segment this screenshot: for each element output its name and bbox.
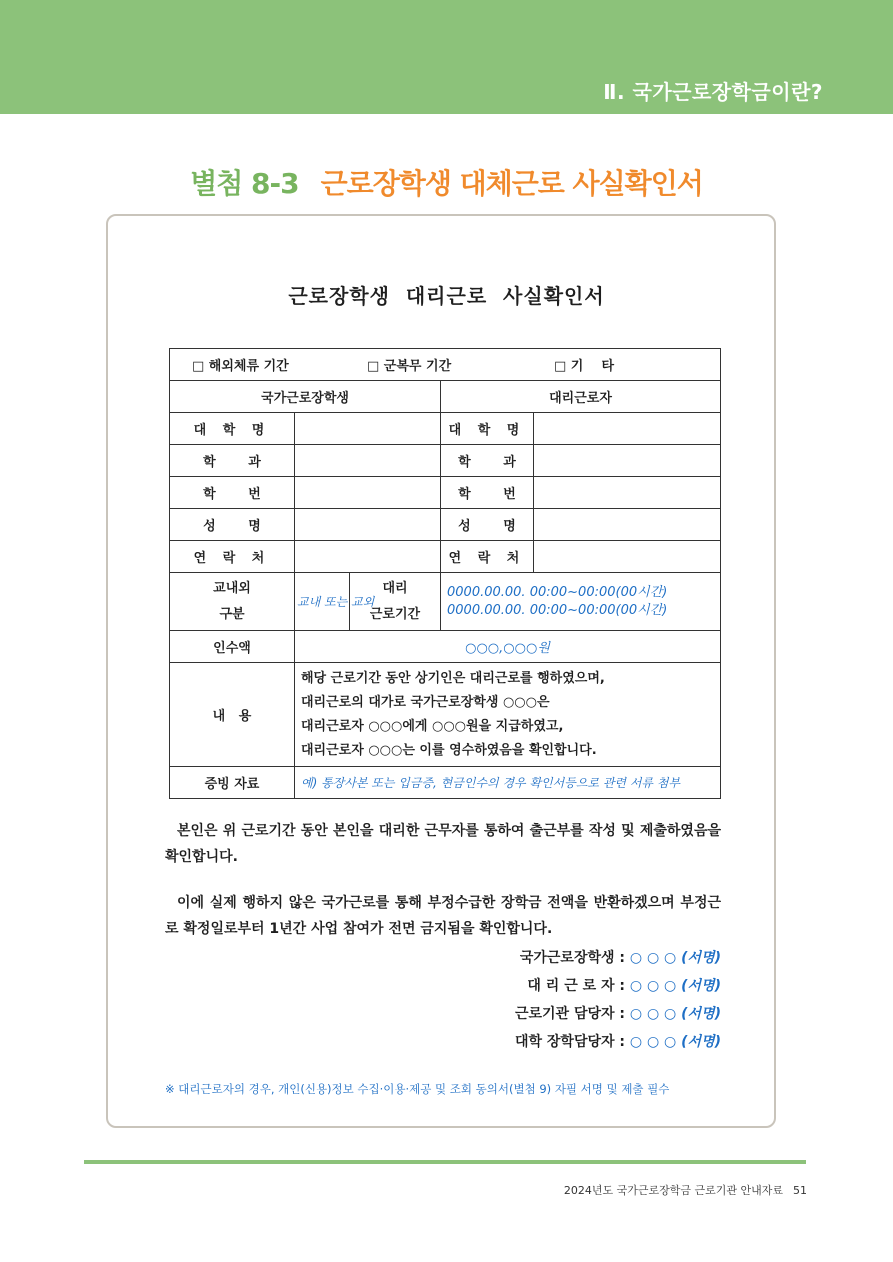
appendix-main-title: 근로장학생 대체근로 사실확인서 — [320, 167, 703, 200]
evidence-value[interactable]: 예) 통장사본 또는 입금증, 현금인수의 경우 확인서등으로 관련 서류 첨부 — [295, 767, 721, 799]
signature-value[interactable]: ○ ○ ○ (서명) — [629, 1034, 721, 1050]
header-band — [0, 0, 893, 114]
checkbox-military[interactable]: □ 군복무 기간 — [367, 359, 452, 374]
campus-type-value[interactable]: 교내 또는 교외 — [295, 573, 350, 631]
checkbox-other[interactable]: □ 기 타 — [554, 359, 615, 374]
column-header-student: 국가근로장학생 — [170, 381, 441, 413]
signature-label: 대 리 근 로 자 : — [527, 978, 625, 994]
row-label-department: 학 과 — [441, 445, 534, 477]
signature-value[interactable]: ○ ○ ○ (서명) — [629, 950, 721, 966]
signature-row — [515, 972, 721, 1000]
substitute-contact-field[interactable] — [534, 541, 721, 573]
signature-label: 대학 장학담당자 : — [514, 1034, 625, 1050]
student-name-field[interactable] — [295, 509, 441, 541]
signature-value[interactable]: ○ ○ ○ (서명) — [629, 1006, 721, 1022]
footnote: ※ 대리근로자의 경우, 개인(신용)정보 수집·이용·제공 및 조회 동의서(별첨 9) 자필 서명 및 제출 필수 — [165, 1082, 670, 1096]
section-title: Ⅱ. 국가근로장학금이란? — [603, 80, 823, 104]
signature-row — [515, 944, 721, 972]
page-number: 51 — [793, 1184, 807, 1197]
appendix-label: 별첨 8-3 — [190, 167, 299, 200]
row-label-contact: 연 락 처 — [441, 541, 534, 573]
row-label-department: 학 과 — [170, 445, 295, 477]
substitute-period-line: 0000.00.00. 00:00~00:00(00시간) — [447, 584, 668, 600]
signature-row — [515, 1028, 721, 1056]
substitute-period-value[interactable] — [441, 573, 721, 631]
substitute-name-field[interactable] — [534, 509, 721, 541]
signature-block — [515, 944, 721, 1056]
signature-label: 근로기관 담당자 : — [514, 1006, 625, 1022]
row-label-name: 성 명 — [441, 509, 534, 541]
substitute-university-field[interactable] — [534, 413, 721, 445]
checkbox-overseas[interactable]: □ 해외체류 기간 — [192, 359, 289, 374]
page-footer — [564, 1182, 807, 1198]
row-label-name: 성 명 — [170, 509, 295, 541]
substitute-period-label-line: 근로기간 — [369, 606, 421, 622]
student-contact-field[interactable] — [295, 541, 441, 573]
paragraph-attendance: 본인은 위 근로기간 동안 본인을 대리한 근무자를 통하여 출근부를 작성 및 제출하였음을 확인합니다. — [165, 823, 721, 865]
substitute-period-line: 0000.00.00. 00:00~00:00(00시간) — [447, 602, 668, 618]
campus-type-label-line: 구분 — [219, 606, 245, 622]
substitute-id-field[interactable] — [534, 477, 721, 509]
column-header-substitute: 대리근로자 — [441, 381, 721, 413]
row-label-university: 대 학 명 — [441, 413, 534, 445]
footer-text: 2024년도 국가근로장학금 근로기관 안내자료 — [563, 1184, 783, 1197]
row-label-student-id: 학 번 — [170, 477, 295, 509]
substitute-period-label-line: 대리 — [382, 580, 408, 596]
footer-divider — [84, 1160, 806, 1164]
paragraph-refund: 이에 실제 행하지 않은 국가근로를 통해 부정수급한 장학금 전액을 반환하겠으며 부정근로 확정일로부터 1년간 사업 참여가 전면 금지됨을 확인합니다. — [165, 895, 721, 937]
signature-row — [515, 1000, 721, 1028]
content-text — [295, 663, 721, 767]
campus-type-label — [170, 573, 295, 631]
student-university-field[interactable] — [295, 413, 441, 445]
campus-type-label-line: 교내외 — [213, 580, 251, 596]
substitute-department-field[interactable] — [534, 445, 721, 477]
amount-value[interactable]: ○○○,○○○원 — [295, 631, 721, 663]
signature-label: 국가근로장학생 : — [519, 950, 625, 966]
content-line: 대리근로의 대가로 국가근로장학생 ○○○은 — [301, 694, 550, 710]
confirmation-form-table — [169, 348, 721, 799]
row-label-student-id: 학 번 — [441, 477, 534, 509]
content-line: 해당 근로기간 동안 상기인은 대리근로를 행하였으며, — [301, 670, 605, 686]
student-id-field[interactable] — [295, 477, 441, 509]
appendix-title — [0, 162, 893, 202]
student-department-field[interactable] — [295, 445, 441, 477]
evidence-label: 증빙 자료 — [170, 767, 295, 799]
content-line: 대리근로자 ○○○에게 ○○○원을 지급하였고, — [301, 718, 564, 734]
content-label: 내 용 — [170, 663, 295, 767]
row-label-university: 대 학 명 — [170, 413, 295, 445]
signature-value[interactable]: ○ ○ ○ (서명) — [629, 978, 721, 994]
amount-label: 인수액 — [170, 631, 295, 663]
document-title: 근로장학생 대리근로 사실확인서 — [288, 284, 605, 308]
content-line: 대리근로자 ○○○는 이를 영수하였음을 확인합니다. — [301, 742, 597, 758]
reason-checkboxes — [170, 349, 721, 381]
row-label-contact: 연 락 처 — [170, 541, 295, 573]
